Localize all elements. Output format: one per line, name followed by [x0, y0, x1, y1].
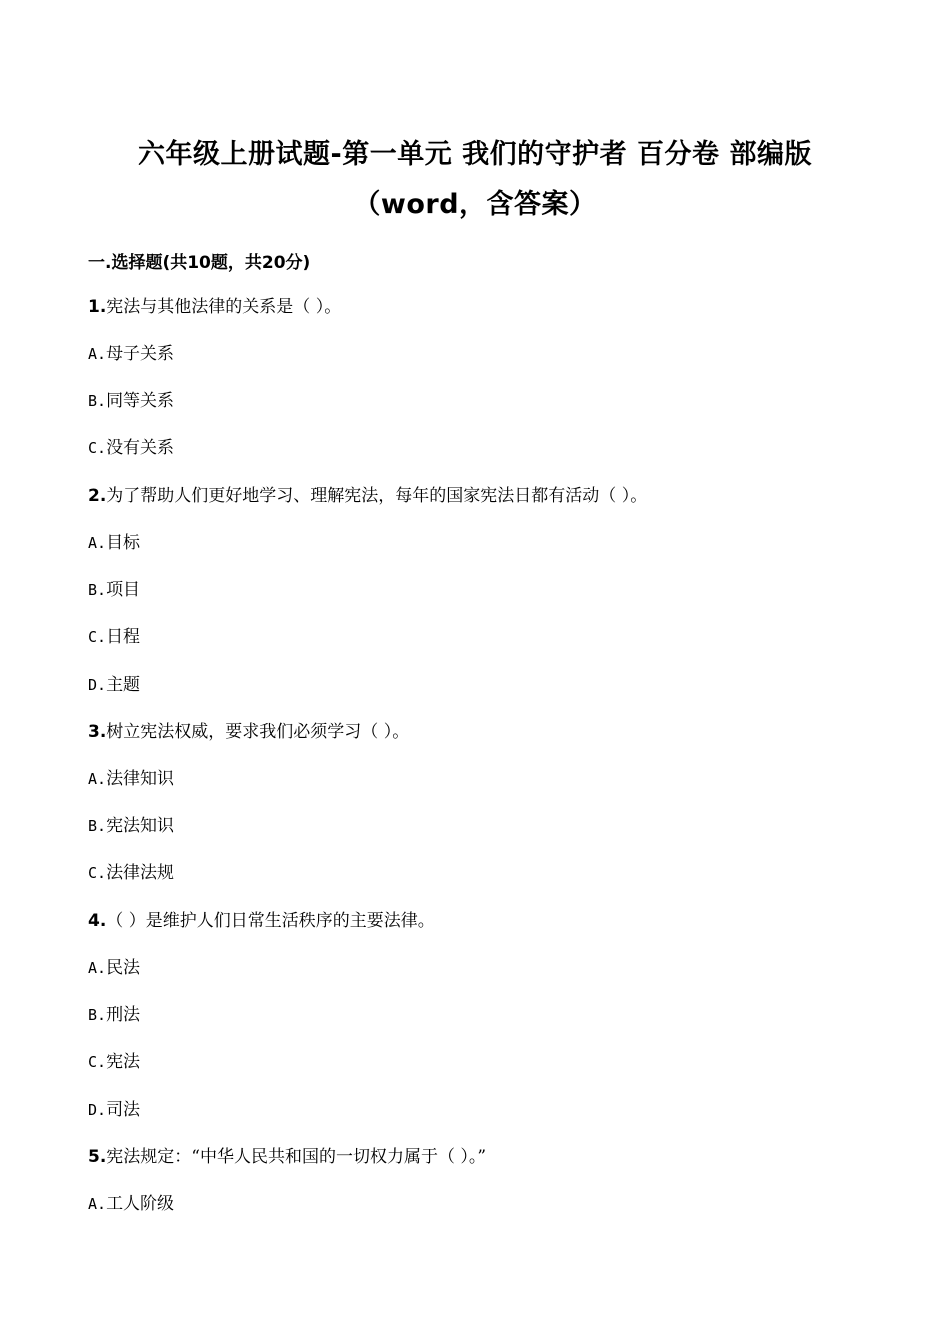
question-2-option-b: [88, 578, 140, 602]
question-1-option-b: [88, 389, 174, 413]
option-letter: B.: [88, 817, 107, 835]
question-3: [88, 720, 409, 744]
question-1-option-a: [88, 342, 174, 366]
option-letter: A.: [88, 345, 107, 363]
option-letter: B.: [88, 1006, 107, 1024]
option-letter: A.: [88, 770, 107, 788]
option-letter: C.: [88, 439, 107, 457]
question-4: [88, 909, 435, 933]
question-5: [88, 1145, 486, 1169]
question-text: 树立宪法权威，要求我们必须学习（ ）。: [106, 722, 410, 742]
question-text: 宪法与其他法律的关系是（ ）。: [106, 297, 342, 317]
option-text: 项目: [106, 580, 141, 600]
option-text: 母子关系: [106, 344, 175, 364]
option-text: 法律法规: [106, 863, 175, 883]
question-text: （ ）是维护人们日常生活秩序的主要法律。: [106, 911, 435, 931]
section-heading: 一.选择题(共10题，共20分): [88, 253, 311, 273]
document-title-line-1: 六年级上册试题-第一单元 我们的守护者 百分卷 部编版: [138, 139, 812, 170]
option-text: 同等关系: [106, 391, 175, 411]
question-number: 5.: [88, 1147, 107, 1167]
question-5-option-a: [88, 1192, 174, 1216]
option-letter: A.: [88, 1195, 107, 1213]
question-2: [88, 484, 647, 508]
question-3-option-b: [88, 814, 174, 838]
option-text: 刑法: [106, 1005, 141, 1025]
option-letter: C.: [88, 1053, 107, 1071]
option-text: 民法: [106, 958, 141, 978]
option-letter: A.: [88, 959, 107, 977]
option-letter: C.: [88, 864, 107, 882]
question-4-option-d: [88, 1098, 140, 1122]
option-letter: D.: [88, 676, 107, 694]
option-text: 司法: [106, 1100, 141, 1120]
question-3-option-c: [88, 861, 174, 885]
option-letter: B.: [88, 581, 107, 599]
option-letter: A.: [88, 534, 107, 552]
option-text: 宪法: [106, 1052, 141, 1072]
option-text: 工人阶级: [106, 1194, 175, 1214]
option-letter: D.: [88, 1101, 107, 1119]
option-text: 日程: [106, 627, 141, 647]
question-number: 1.: [88, 297, 107, 317]
option-text: 法律知识: [106, 769, 175, 789]
option-letter: B.: [88, 392, 107, 410]
option-text: 目标: [106, 533, 141, 553]
question-number: 3.: [88, 722, 107, 742]
question-2-option-d: [88, 673, 140, 697]
question-2-option-c: [88, 625, 140, 649]
question-3-option-a: [88, 767, 174, 791]
question-2-option-a: [88, 531, 140, 555]
question-text: 为了帮助人们更好地学习、理解宪法，每年的国家宪法日都有活动（ ）。: [106, 486, 648, 506]
document-title-line-2: （word，含答案）: [353, 189, 597, 220]
option-text: 没有关系: [106, 438, 175, 458]
question-4-option-a: [88, 956, 140, 980]
question-text: 宪法规定：“中华人民共和国的一切权力属于（ ）。”: [106, 1147, 487, 1167]
question-4-option-c: [88, 1050, 140, 1074]
question-number: 4.: [88, 911, 107, 931]
question-1-option-c: [88, 436, 174, 460]
question-number: 2.: [88, 486, 107, 506]
option-letter: C.: [88, 628, 107, 646]
question-4-option-b: [88, 1003, 140, 1027]
option-text: 宪法知识: [106, 816, 175, 836]
option-text: 主题: [106, 675, 141, 695]
question-1: [88, 295, 341, 319]
